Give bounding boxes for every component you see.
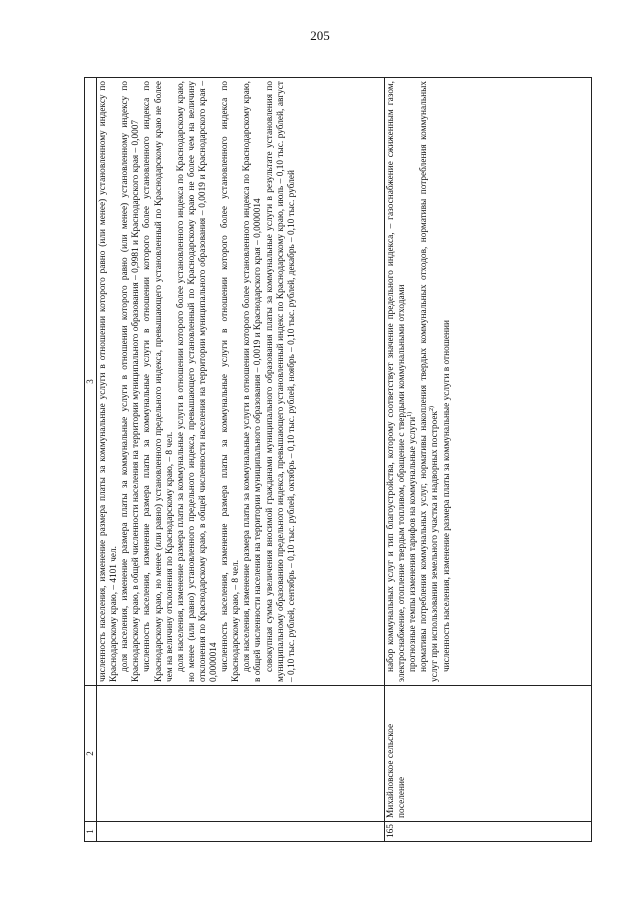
- paragraph: [419, 81, 441, 682]
- cell-indicators-continuation: [97, 78, 385, 686]
- header-col-3: 3: [85, 78, 97, 686]
- paragraph: численность населения, изменение размера платы за коммунальные услуги в отношении которого более установленного индекса по Краснодарскому краю, но менее (или равно) установленного предельного индекса, превышающего установленный по Краснодарскому краю не более чем на величину отклонения по Краснодарскому краю, – 8 чел.: [142, 81, 175, 682]
- row-number: 165: [385, 822, 592, 842]
- footnote-marker-2: 2): [429, 405, 436, 411]
- cell-number-empty: [97, 822, 385, 842]
- table-row-continuation: [97, 78, 385, 842]
- paragraph: численность населения, изменение размера платы за коммунальные услуги в отношении которого равно (или менее) установленному индексу по Краснодарскому краю, – 4101 чел.: [98, 81, 120, 682]
- page-number: 205: [310, 28, 330, 43]
- cell-name-empty: [97, 686, 385, 822]
- paragraph: [408, 81, 419, 682]
- table-row: [385, 78, 592, 842]
- rotated-table-wrapper: [84, 78, 592, 842]
- footnote-marker-1: 1): [407, 411, 414, 417]
- header-col-1: 1: [85, 822, 97, 842]
- paragraph: набор коммунальных услуг и тип благоустройства, которому соответствует значение предельного индекса, – газоснабжение сжиженным газом, электроснабжение, отопление твердым топливом, обращение с твердыми коммунальными отходами: [386, 81, 408, 682]
- paragraph: численность населения, изменение размера платы за коммунальные услуги в отношении которого более установленного индекса по Краснодарскому краю, – 8 чел.: [220, 81, 242, 682]
- paragraph: доля населения, изменение размера платы за коммунальные услуги в отношении которого более установленного индекса по Краснодарскому краю, в общей численности населения на территории муниципального образования – 0,0019 и Краснодарского края – 0,0000014: [242, 81, 264, 682]
- cell-indicators: [385, 78, 592, 686]
- paragraph-text: нормативы потребления коммунальных услуг, нормативы накопления твердых коммунальных отходов, нормативы потребления коммунальных услуг при использовании земельного участка и надворных построек: [419, 81, 441, 682]
- paragraph: доля населения, изменение размера платы за коммунальные услуги в отношении которого равно (или менее) установленному индексу по Краснодарскому краю, в общей численности населения на территории муниципального образования – 0,9981 и Краснодарского края – 0,0007: [120, 81, 142, 682]
- municipality-name: Михайловское сельское поселение: [385, 686, 592, 822]
- paragraph: совокупная сумма увеличения вносимой гражданами муниципального образования платы за коммунальные услуги в результате установления по муниципальному образованию предельного индекса, превышающего установленный индекс по Краснодарскому краю, июль – 0,10 тыс. рублей, август – 0,10 тыс. рублей, сентябрь – 0,10 тыс. рублей, октябрь – 0,10 тыс. рублей, ноябрь – 0,10 тыс. рублей, декабрь – 0,10 тыс. рублей: [264, 81, 297, 682]
- paragraph: доля населения, изменение размера платы за коммунальные услуги в отношении которого более установленного индекса по Краснодарскому краю, но менее (или равно) установленного предельного индекса, превышающего установленный по Краснодарскому краю не более чем на величину отклонения по Краснодарскому краю, в общей численности населения на территории муниципального образования – 0,0019 и Краснодарского края – 0,0000014: [175, 81, 220, 682]
- paragraph: численность населения, изменение размера платы за коммунальные услуги в отношении: [441, 320, 452, 672]
- paragraph-text: прогнозные темпы изменения тарифов на коммунальные услуги: [408, 416, 419, 672]
- header-col-2: 2: [85, 686, 97, 822]
- table-header-row: [85, 78, 97, 842]
- document-table: [84, 77, 592, 842]
